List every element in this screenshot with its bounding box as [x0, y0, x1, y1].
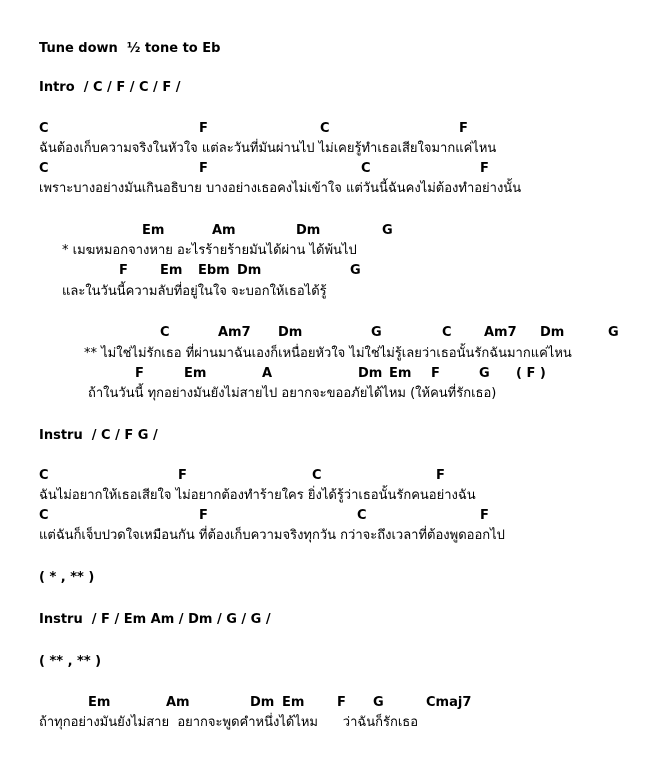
- instrumental-line: Instru / F / Em Am / Dm / G / G /: [39, 612, 271, 627]
- chord: ( F ): [516, 366, 546, 381]
- chord: F: [178, 468, 187, 483]
- chord: F: [480, 161, 489, 176]
- chord: Dm: [250, 695, 275, 710]
- lyric-line: ฉันไม่อยากให้เธอเสียใจ ไม่อยากต้องทำร้ายใคร ยิ่งได้รู้ว่าเธอนั้นรักคนอย่างฉัน: [39, 488, 476, 503]
- chord: C: [39, 121, 49, 136]
- chord: Dm: [540, 325, 565, 340]
- chord: F: [436, 468, 445, 483]
- lyric-line: * เมฆหมอกจางหาย อะไรร้ายร้ายมันได้ผ่าน ได้พ้นไป: [62, 243, 357, 258]
- chord: Em: [142, 223, 165, 238]
- chord: F: [431, 366, 440, 381]
- chord: G: [373, 695, 384, 710]
- chord: Em: [282, 695, 305, 710]
- lyric-line: แต่ฉันก็เจ็บปวดใจเหมือนกัน ที่ต้องเก็บความจริงทุกวัน กว่าจะถึงเวลาที่ต้องพูดออกไป: [39, 528, 505, 543]
- chord: Ebm: [198, 263, 230, 278]
- lyric-line: ** ไม่ใช่ไม่รักเธอ ที่ผ่านมาฉันเองก็เหนื่อยหัวใจ ไม่ใช่ไม่รู้เลยว่าเธอนั้นรักฉันมากแค่ไหน: [84, 346, 572, 361]
- chord: G: [350, 263, 361, 278]
- chord: F: [337, 695, 346, 710]
- chord: Em: [389, 366, 412, 381]
- chord: Dm: [278, 325, 303, 340]
- chord: C: [160, 325, 170, 340]
- chord: G: [382, 223, 393, 238]
- chord: C: [357, 508, 367, 523]
- tuning-note: Tune down ½ tone to Eb: [39, 41, 221, 56]
- chord: C: [39, 508, 49, 523]
- chord: Dm: [296, 223, 321, 238]
- chord: F: [199, 161, 208, 176]
- chord: C: [39, 161, 49, 176]
- repeat-marker: ( * , ** ): [39, 570, 95, 585]
- chord: Dm: [358, 366, 383, 381]
- chord: F: [199, 121, 208, 136]
- instrumental-line: Instru / C / F G /: [39, 428, 158, 443]
- lyric-line: และในวันนี้ความลับที่อยู่ในใจ จะบอกให้เธอได้รู้: [62, 284, 327, 299]
- chord: F: [119, 263, 128, 278]
- chord: Am: [166, 695, 190, 710]
- chord: F: [199, 508, 208, 523]
- lyric-line: เพราะบางอย่างมันเกินอธิบาย บางอย่างเธอคงไม่เข้าใจ แต่วันนี้ฉันคงไม่ต้องทำอย่างนั้น: [39, 181, 522, 196]
- chord: Dm: [237, 263, 262, 278]
- lyric-line: ถ้าในวันนี้ ทุกอย่างมันยังไม่สายไป อยากจะขออภัยได้ไหม (ให้คนที่รักเธอ): [88, 386, 497, 401]
- chord: Em: [160, 263, 183, 278]
- chord: G: [608, 325, 619, 340]
- chord: A: [262, 366, 273, 381]
- repeat-marker: ( ** , ** ): [39, 654, 102, 669]
- chord: F: [135, 366, 144, 381]
- chord: F: [459, 121, 468, 136]
- intro-line: Intro / C / F / C / F /: [39, 80, 181, 95]
- chord: C: [320, 121, 330, 136]
- chord: C: [361, 161, 371, 176]
- chord: C: [442, 325, 452, 340]
- chord: C: [39, 468, 49, 483]
- chord: Am7: [218, 325, 251, 340]
- chord: Am: [212, 223, 236, 238]
- chord: G: [479, 366, 490, 381]
- chord: Em: [88, 695, 111, 710]
- chord: G: [371, 325, 382, 340]
- chord: Cmaj7: [426, 695, 472, 710]
- lyric-line: ฉันต้องเก็บความจริงในหัวใจ แต่ละวันที่มันผ่านไป ไม่เคยรู้ทำเธอเสียใจมากแค่ไหน: [39, 141, 497, 156]
- lyric-line: ถ้าทุกอย่างมันยังไม่สาย อยากจะพูดคำหนึ่งได้ไหม ว่าฉันก็รักเธอ: [39, 715, 419, 730]
- chord: C: [312, 468, 322, 483]
- chord: F: [480, 508, 489, 523]
- chord: Em: [184, 366, 207, 381]
- chord: Am7: [484, 325, 517, 340]
